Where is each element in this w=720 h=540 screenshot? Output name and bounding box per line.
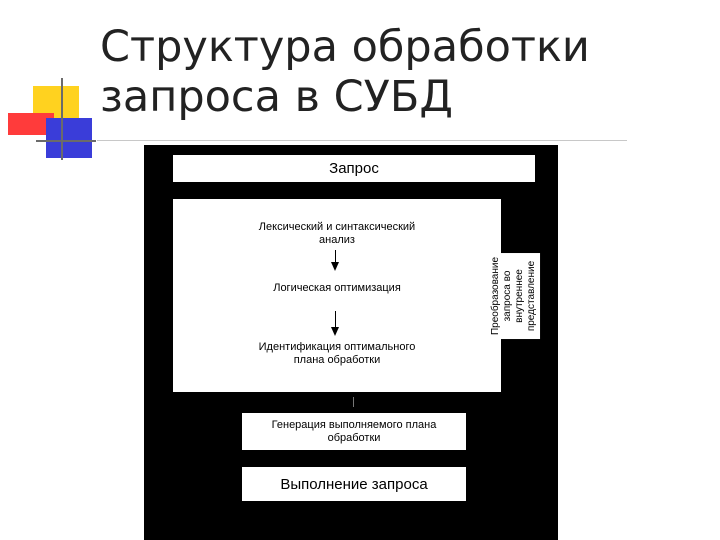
- arrow-down-icon: [331, 311, 341, 337]
- slide-title-line-2: запроса в СУБД: [100, 72, 453, 122]
- decor-blue-square: [46, 118, 92, 158]
- decor-vertical-line: [61, 78, 63, 160]
- query-processing-diagram: [144, 145, 558, 540]
- slide-title: [100, 22, 700, 122]
- connector-line: [353, 397, 354, 407]
- arrow-down-icon: [331, 250, 341, 272]
- decor-horizontal-line: [36, 140, 96, 142]
- title-underline: [97, 140, 627, 141]
- request-box: Запрос: [173, 155, 535, 182]
- query-execution-box: Выполнение запроса: [242, 467, 466, 501]
- internal-representation-label: Преобразование запроса во внутреннее представление: [488, 252, 540, 338]
- translation-stage-box: [173, 199, 501, 392]
- logical-optimization-step: Логическая оптимизация: [273, 282, 401, 294]
- optimal-plan-identification-step: Идентификация оптимального плана обработки: [258, 341, 416, 366]
- slide-title-line-1: Структура обработки: [100, 22, 590, 72]
- internal-representation-label-wrapper: [490, 199, 538, 392]
- plan-generation-box: Генерация выполняемого плана обработки: [242, 413, 466, 450]
- lexical-analysis-step: Лексический и синтаксический анализ: [258, 221, 416, 246]
